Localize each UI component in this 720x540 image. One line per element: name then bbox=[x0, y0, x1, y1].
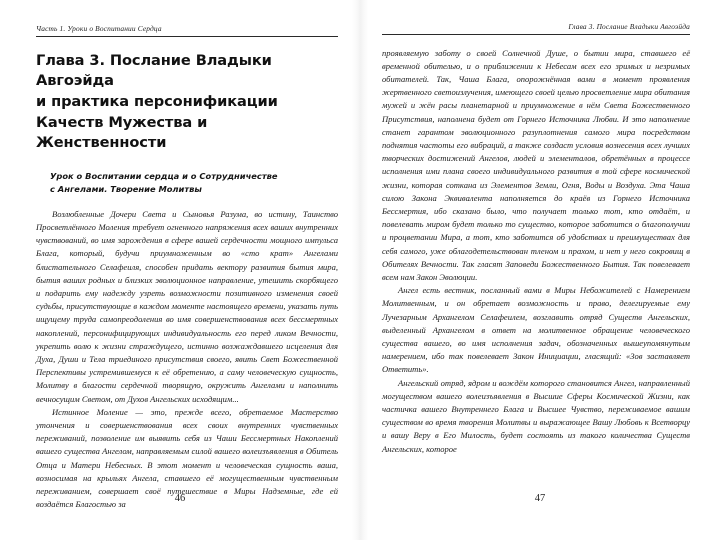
chapter-title-line-3: Качеств Мужества и Женственности bbox=[36, 113, 208, 152]
running-head-right: Глава 3. Послание Владыки Авгоэйда bbox=[568, 22, 690, 31]
chapter-title-line-1: Глава 3. Послание Владыки Авгоэйда bbox=[36, 51, 272, 90]
lesson-heading-line-2: с Ангелами. Творение Молитвы bbox=[50, 183, 202, 194]
chapter-title-line-2: и практика персонификации bbox=[36, 92, 278, 110]
lesson-heading bbox=[50, 170, 338, 196]
page-number-right: 47 bbox=[534, 493, 546, 504]
header-rule-left bbox=[36, 36, 338, 37]
chapter-title bbox=[36, 51, 338, 155]
body-paragraph: Истинное Моление — это, прежде всего, обретаемое Мастерство утончения и совершенствования всех своих внутренних чувственных переживаний, позволение им выявить себя из Чаши Бессмертных Накоплений вашего существа Ангелом, направляемым силой вашего волеизъявления в Обитель Отца и Матери Небесных. В этот момент и человеческая сущность ваша, возносимая на крыльях Ангела, ставшего её могущественным чувственным переживанием, совершает своё путешествие в Миры Надземные, где ей воздаётся Благостью за bbox=[36, 406, 338, 510]
body-paragraph: Ангельский отряд, ядром и вождём которого становится Ангел, направленный могуществом вашего волеизъявления в Высшие Сферы Космической Жизни, как частичка вашего Внутреннего Блага и Высшее Чувство, переживаемое вашим существом во время творения Молитвы и выражающее Вашу Любовь к Всетворцу и вашу Веру в Его Милость, будет состоять из такого количества Существ Ангельских, которое bbox=[382, 377, 690, 454]
lesson-heading-line-1: Урок о Воспитании сердца и о Сотрудничестве bbox=[50, 171, 278, 182]
body-paragraph: Возлюбленные Дочери Света и Сыновья Разума, во истину, Таинство Просветлённого Моления требует огненного напряжения всех ваших внутренних чувствований, во имя зарождения в сфере вашей сердечности мощного импульса Блага, который, будучи приумноженным во «сто крат» Ангелами блистательного Селафеиля, способен придать вектору развития бытия мира, бытия ваших родных и близких эволюционное направление, утешить скорбящего и подарить ему надежду узреть возможности позитивного изменения своей судьбы, присутствующие в каждом моменте настоящего времени, указать путь ищущему труда самопреодоления во имя совершенствования всех бессмертных накоплений, персонифицирующих индивидуальность его перед ликом Вечности, укрепить волю к жизни страждущего, истинно возжаждавшего исцеления для Духа, Души и Тела триединого присутствия своего, явить Свет Божественной Перспективы устремившемуся к её обретению, а саму человеческую сущность, Молитву в благости сердечной творящую, окружить Ангелами и наполнить вечносущим Светом, от Духов Ангельских исходящим... bbox=[36, 208, 338, 404]
header-rule-right bbox=[382, 34, 690, 35]
body-paragraph: проявляемую заботу о своей Солнечной Душе, о бытии мира, ставшего её временной обителью, и о приближении к Небесам всех его зримых и незримых обитателей. Так, Чаша Блага, опорожнённая вами в момент проявления жертвенного светоизлучения, имеющего своей целью просветление мира обитания мужей и жён расы планетарной и приумножение в нём Света Божественного Присутствия, наполнена будет от Горнего Источника Любви. И это наполнение станет гарантом эволюционного разуплотнения самого мира посредством поднятия частоты его вибраций, а также создаст условия вознесения всех лучших творческих достижений Ангелов, людей и элементалов, обретённых в процессе исполнения ими плана своего индивидуального развития в той сфере космической жизни, которая соткана из Элементов Земли, Огня, Воды и Воздуха. Эта Чаша силою Закона Эквивалента наполняется до краёв из Горнего Источника Бессмертия, ибо сказано было, что получает только тот, кто отдаёт, и повелевать миром будет только то существо, которое заботится о благополучии и процветании Мира, а тот, кто заботится об удобствах и преимуществах для себя самого, уже облагодетельствован тленом и прахом, и нет у него сокровищ в Обителях Вечности. Так гласят Заповеди Божественного Бытия. Так повелевает всем нам Закон Эволюции. bbox=[382, 47, 690, 282]
running-head-left: Часть 1. Уроки о Воспитании Сердца bbox=[36, 24, 162, 33]
right-page bbox=[360, 0, 720, 540]
body-paragraph: Ангел есть вестник, посланный вами в Миры Небожителей с Намерением Молитвенным, и он обретает возможность и право, делегируемые ему Лучезарным Архангелом Селафеилем, возглавить отряд Существ Ангельских, выделенный Архангелом в ответ на молитвенное обращение человеческого существа вашего, во имя исполнения задач, обозначенных вышеупомянутым намерением, ибо так повелевает Закон Инициации, гласящий: «Зов заставляет Ответить». bbox=[382, 285, 690, 375]
page-number-left: 46 bbox=[174, 493, 186, 504]
